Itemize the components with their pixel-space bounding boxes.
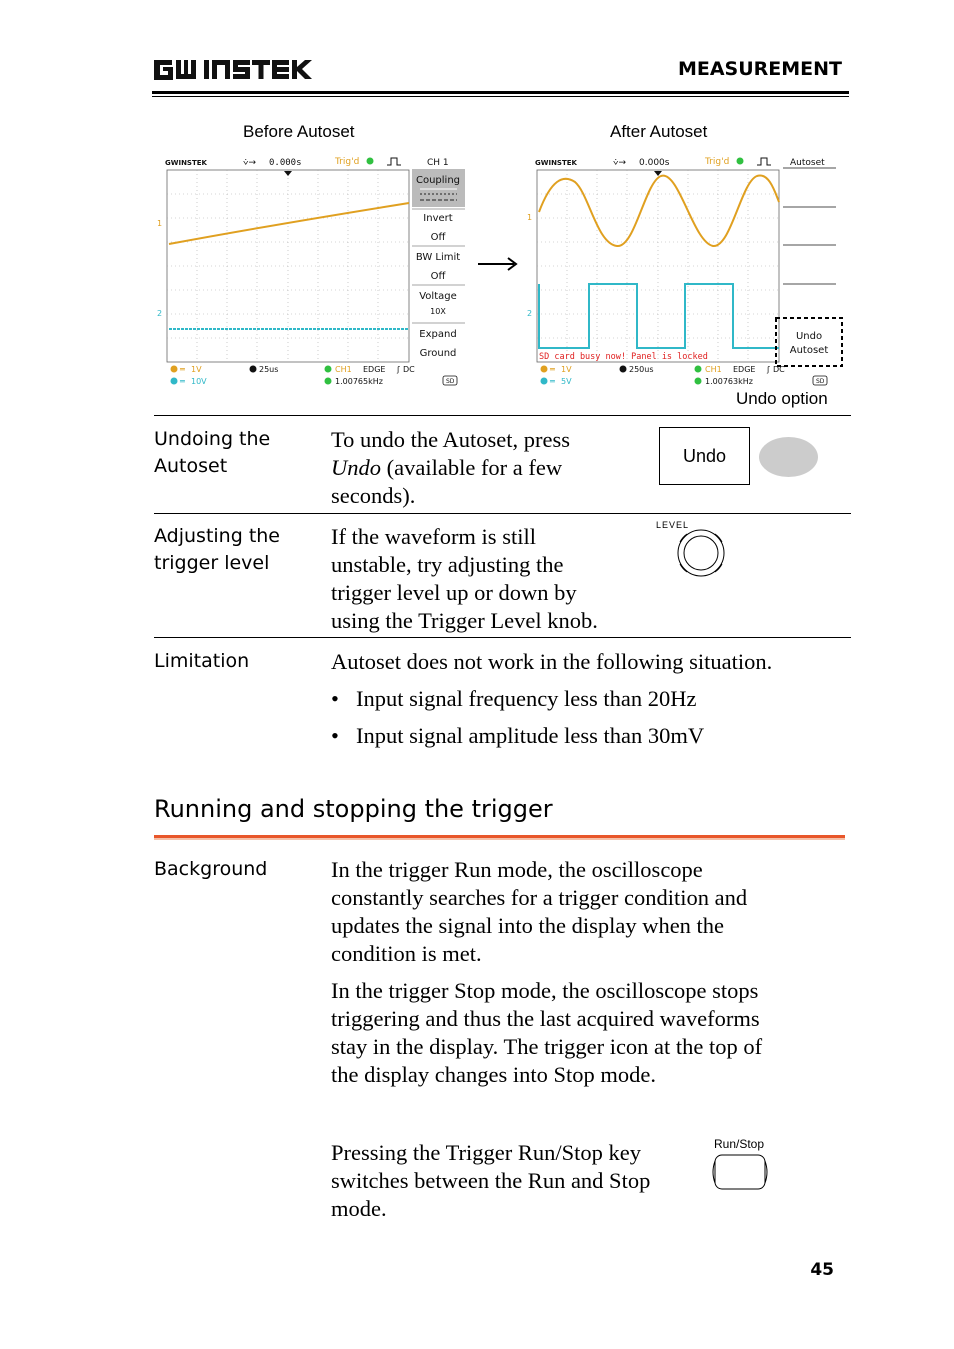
after-ch2-scale: 5V bbox=[561, 377, 572, 386]
brand-logo bbox=[152, 54, 324, 84]
section-title: MEASUREMENT bbox=[677, 58, 842, 80]
svg-text:═: ═ bbox=[550, 377, 555, 386]
before-edge-icon bbox=[387, 158, 401, 165]
undo-button[interactable]: Undo bbox=[659, 427, 750, 485]
after-time-div: 250us bbox=[629, 365, 654, 374]
undo-label: Undoing the Autoset bbox=[154, 428, 271, 477]
gw-instek-logo bbox=[152, 54, 324, 84]
before-trig-dot bbox=[367, 158, 374, 165]
before-menu-value-4: Ground bbox=[419, 348, 457, 359]
before-timebase: 0.000s bbox=[269, 158, 302, 168]
before-menu-item-1: Invert bbox=[423, 213, 453, 224]
limitation-intro: Autoset does not work in the following situation. bbox=[331, 649, 773, 674]
before-menu-value-3: 10X bbox=[430, 307, 446, 316]
after-ch1-trace bbox=[539, 175, 779, 246]
before-marker-2: 2 bbox=[157, 309, 163, 318]
svg-text:═: ═ bbox=[180, 365, 185, 374]
before-ch2-scale: 10V bbox=[191, 377, 207, 386]
after-marker-1: 1 bbox=[527, 213, 533, 222]
row-divider bbox=[154, 415, 851, 416]
before-menu-title: CH 1 bbox=[427, 158, 449, 168]
arrow-icon bbox=[476, 252, 520, 274]
trigger-level-label: Adjusting the trigger level bbox=[154, 525, 280, 574]
before-trig-status: Trig'd bbox=[335, 157, 360, 167]
after-marker-2: 2 bbox=[527, 309, 533, 318]
row-divider bbox=[154, 637, 851, 638]
before-sd: SD bbox=[446, 378, 455, 385]
after-menu-title: Autoset bbox=[790, 158, 825, 168]
before-autoset-caption: Before Autoset bbox=[243, 122, 355, 141]
header-rule bbox=[152, 91, 849, 94]
run-stop-key-icon[interactable] bbox=[709, 1153, 771, 1193]
undo-option-caption: Undo option bbox=[736, 389, 828, 408]
after-trig-type: EDGE bbox=[733, 365, 756, 374]
after-timebase: 0.000s bbox=[639, 158, 670, 168]
limitation-bullet: • Input signal amplitude less than 30mV bbox=[331, 723, 705, 748]
before-brand: GWINSTEK bbox=[165, 159, 207, 167]
row-divider bbox=[154, 513, 851, 514]
before-trig-coupling: DC bbox=[403, 365, 415, 374]
page-number: 45 bbox=[810, 1260, 834, 1280]
before-ch1-trace bbox=[169, 203, 409, 244]
before-time-div: 25us bbox=[259, 365, 279, 374]
undo-option-highlight bbox=[776, 318, 842, 366]
before-ch1-scale: 1V bbox=[191, 365, 202, 374]
after-trig-coupling: DC bbox=[773, 365, 785, 374]
after-trig-source: CH1 bbox=[705, 365, 722, 374]
undo-softkey-icon[interactable] bbox=[759, 437, 818, 477]
after-frequency: 1.00763kHz bbox=[705, 377, 753, 386]
limitation-bullet: • Input signal frequency less than 20Hz bbox=[331, 686, 697, 711]
after-autoset-screen bbox=[527, 152, 845, 388]
after-brand: GWINSTEK bbox=[535, 159, 577, 167]
svg-text:═: ═ bbox=[180, 377, 185, 386]
before-menu-value-1: Off bbox=[430, 232, 446, 243]
before-trig-type: EDGE bbox=[363, 365, 386, 374]
level-knob-label: LEVEL bbox=[656, 520, 690, 530]
run-stop-key-label: Run/Stop bbox=[714, 1137, 765, 1151]
before-trigger-marker bbox=[284, 171, 292, 176]
trigger-level-knob-icon[interactable] bbox=[673, 526, 729, 578]
after-menu-undo-autoset: Autoset bbox=[789, 345, 829, 356]
before-frequency: 1.00765kHz bbox=[335, 377, 383, 386]
after-trig-status: Trig'd bbox=[705, 157, 730, 167]
before-menu-item-0: Coupling bbox=[415, 175, 461, 186]
after-status-message: SD card busy now! Panel is locked bbox=[539, 352, 708, 362]
header-rule-thin bbox=[152, 96, 849, 97]
before-menu-value-2: Off bbox=[430, 271, 446, 282]
section-heading: Running and stopping the trigger bbox=[154, 795, 553, 823]
stop-mode-paragraph: In the trigger Stop mode, the oscilloscope stops triggering and thus the last acquired waveforms stay in the display. The trigger icon at the top of the display changes into Stop mode. bbox=[331, 978, 763, 1087]
background-label: Background bbox=[154, 858, 268, 880]
after-sd: SD bbox=[816, 378, 825, 385]
before-grid bbox=[167, 170, 409, 362]
after-ch1-scale: 1V bbox=[561, 365, 572, 374]
before-menu-item-3: Voltage bbox=[419, 291, 457, 302]
trigger-level-description: If the waveform is still unstable, try adjusting the trigger level up or down by using the Trigger Level knob. bbox=[331, 524, 598, 633]
before-menu-item-2: BW Limit bbox=[415, 252, 461, 263]
before-timebase-icon: ⩒→ bbox=[243, 158, 257, 168]
after-menu-undo: Undo bbox=[795, 331, 823, 342]
svg-text:⩒→: ⩒→ bbox=[613, 158, 627, 168]
run-stop-paragraph: Pressing the Trigger Run/Stop key switches between the Run and Stop mode. bbox=[331, 1140, 651, 1221]
section-heading-rule-shadow bbox=[154, 838, 845, 840]
undo-description: To undo the Autoset, press Undo (available for a few seconds). bbox=[331, 427, 571, 508]
before-menu-item-4: Expand bbox=[419, 329, 457, 340]
after-ch2-trace bbox=[539, 284, 779, 348]
after-autoset-caption: After Autoset bbox=[610, 122, 708, 141]
run-mode-paragraph: In the trigger Run mode, the oscilloscope constantly searches for a trigger condition and updates the signal into the display when the condition is met. bbox=[331, 857, 748, 966]
svg-text:ʃ: ʃ bbox=[767, 365, 770, 374]
before-autoset-screen bbox=[157, 152, 468, 388]
svg-text:═: ═ bbox=[550, 365, 555, 374]
svg-text:ʃ: ʃ bbox=[397, 365, 400, 374]
limitation-label: Limitation bbox=[154, 650, 250, 672]
before-trig-source: CH1 bbox=[335, 365, 352, 374]
before-marker-1: 1 bbox=[157, 219, 163, 228]
